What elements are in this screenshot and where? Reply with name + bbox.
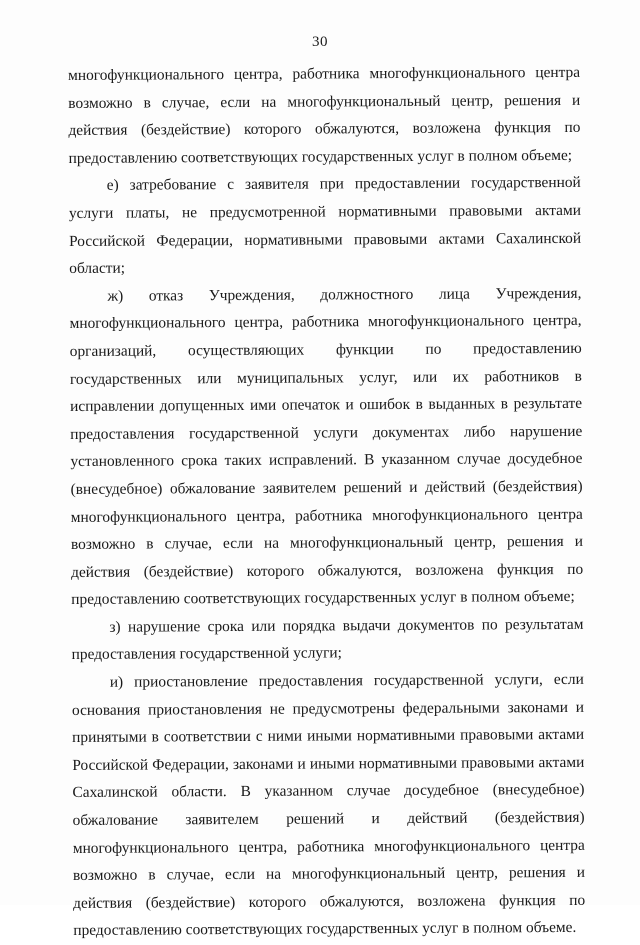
paragraph-continuation: многофункционального центра, работника многофункционального центра возможно в случае, если на многофункциональный центр, решения и действия (бездействие) которого обжалуются, возложена функция по предоставлению соответствующих государственных услуг в полном объеме;: [68, 63, 581, 167]
paragraph-item-zh: ж) отказ Учреждения, должностного лица Учреждения, многофункционального центра, работника многофункционального центра, организаций, осуществляющих функции по предоставлению государственных или муниципальных услуг, или их работников в исправлении допущенных ими опечаток и ошибок в выданных в результате предоставления государственной услуги документах либо нарушение установленного срока таких исправлений. В указанном случае досудебное (внесудебное) обжалование заявителем решений и действий (бездействия) многофункционального центра, работника многофункционального центра возможно в случае, если на многофункциональный центр, решения и действия (бездействие) которого обжалуются, возложена функция по предоставлению соответствующих государственных услуг в полном объеме;: [69, 284, 584, 609]
body-text: [68, 59, 585, 945]
paragraph-item-z: з) нарушение срока или порядка выдачи документов по результатам предоставления государственной услуги;: [71, 615, 584, 664]
paragraph-item-e: е) затребование с заявителя при предоставлении государственной услуги платы, не предусмотренной нормативными правовыми актами Российской Федерации, нормативными правовыми актами Сахалинской области;: [68, 174, 582, 278]
paragraph-item-i: и) приостановление предоставления государственной услуги, если основания приостановления не предусмотрены федеральными законами и принятыми в соответствии с ними иными нормативными правовыми актами Российской Федерации, законами и иными нормативными правовыми актами Сахалинской области. В указанном случае досудебное (внесудебное) обжалование заявителем решений и действий (бездействия) многофункционального центра, работника многофункционального центра возможно в случае, если на многофункциональный центр, решения и действия (бездействие) которого обжалуются, возложена функция по предоставлению соответствующих государственных услуг в полном объеме.: [71, 670, 586, 940]
page-number: 30: [312, 34, 328, 50]
